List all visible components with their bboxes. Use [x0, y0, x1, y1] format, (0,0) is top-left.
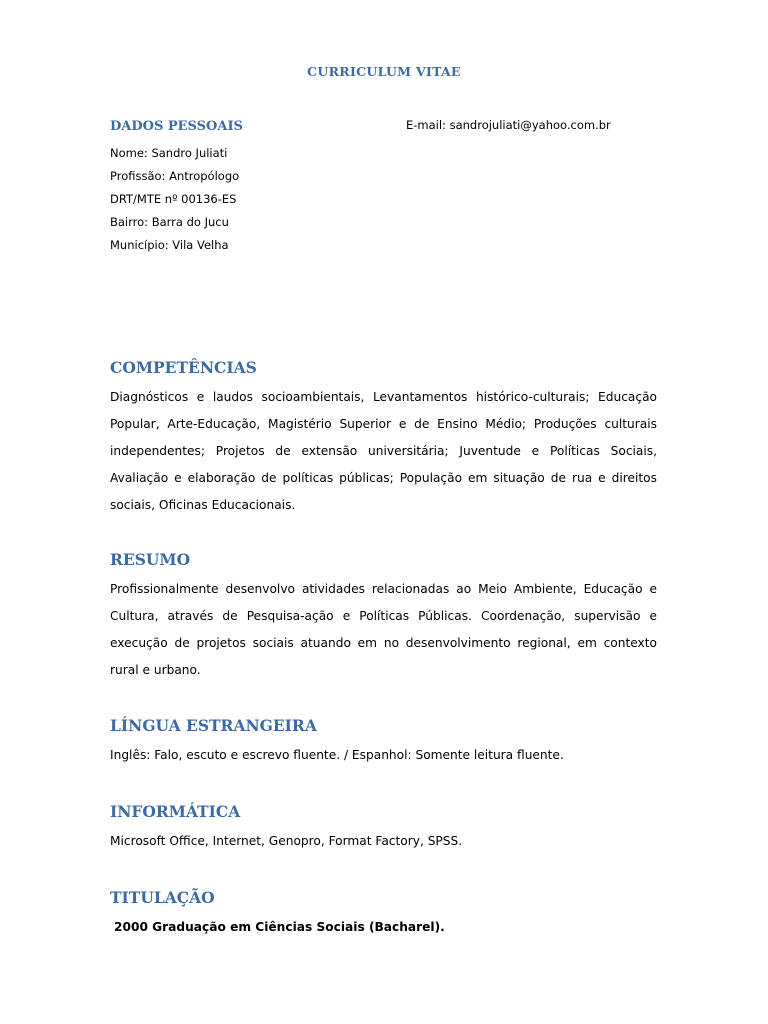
registration-line: DRT/MTE nº 00136-ES: [110, 192, 237, 206]
summary-paragraph: Profissionalmente desenvolvo atividades relacionadas ao Meio Ambiente, Educação e Cultura, através de Pesquisa-ação e Políticas Públicas. Coordenação, supervisão e execução de projetos sociais atuando em no desenvolvimento regional, em contexto rural e urbano.: [110, 582, 657, 677]
document-title: CURRICULUM VITAE: [307, 64, 461, 79]
computing-heading: INFORMÁTICA: [110, 802, 241, 821]
city-line: Município: Vila Velha: [110, 238, 229, 252]
education-heading: TITULAÇÃO: [110, 888, 215, 907]
languages-text: Inglês: Falo, escuto e escrevo fluente. / Espanhol: Somente leitura fluente.: [110, 748, 564, 762]
competencies-heading: COMPETÊNCIAS: [110, 358, 257, 377]
name-line: Nome: Sandro Juliati: [110, 146, 228, 160]
neighborhood-line: Bairro: Barra do Jucu: [110, 215, 229, 229]
computing-text: Microsoft Office, Internet, Genopro, Format Factory, SPSS.: [110, 834, 463, 848]
personal-data-heading: DADOS PESSOAIS: [110, 119, 243, 134]
summary-heading: RESUMO: [110, 550, 191, 569]
profession-line: Profissão: Antropólogo: [110, 169, 240, 183]
competencies-paragraph: Diagnósticos e laudos socioambientais, Levantamentos histórico-culturais; Educação Popular, Arte-Educação, Magistério Superior e de Ensino Médio; Produções culturais independentes; Projetos de extensão universitária; Juventude e Políticas Sociais, Avaliação e elaboração de políticas públicas; População em situação de rua e direitos sociais, Oficinas Educacionais.: [110, 390, 657, 512]
languages-heading: LÍNGUA ESTRANGEIRA: [110, 716, 317, 735]
email-text: E-mail: sandrojuliati@yahoo.com.br: [406, 118, 611, 132]
education-text: 2000 Graduação em Ciências Sociais (Bacharel).: [114, 920, 445, 934]
